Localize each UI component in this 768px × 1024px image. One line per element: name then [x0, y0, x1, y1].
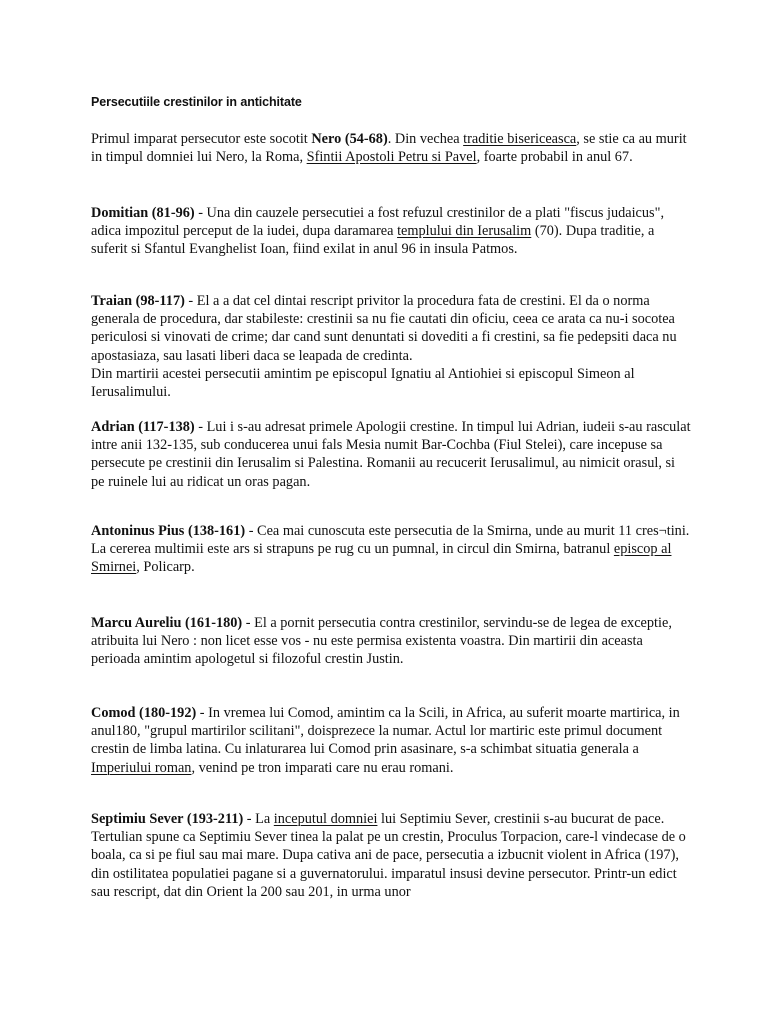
paragraph-traian: [91, 292, 691, 401]
paragraph-text: lui Septimiu Sever, crestinii s-au bucurat de pace. Tertulian spune ca Septimiu Sever tinea la palat pe un crestin, Proculus Torpacion, care-l vindecase de o boala, ca si pe fiul sau mai mare. Dupa cativa ani de pace, persecutia a izbucnit violent in Africa (197), din ostilitatea populatiei pagane si a guvernatorului. imparatul insusi devine persecutor. Printr-un edict sau rescript, dat din Orient la 200 sau 201, in urma unor: [91, 811, 686, 900]
paragraph-text: (70). Dupa traditie, a suferit si Sfantul Evanghelist Ioan, fiind exilat in anul 96 in insula Patmos.: [91, 223, 655, 258]
emperor-name: Domitian (81-96): [91, 205, 195, 221]
paragraph-text: - Lui i s-au adresat primele Apologii crestine. In timpul lui Adrian, iudeii s-au rasculat intre anii 132-135, sub conducerea unui fals Mesia numit Bar-Cochba (Fiul Stelei), care incepuse sa persecute pe crestinii din Ierusalim si Palestina. Romanii au recucerit Ierusalimul, au nimicit orasul, si pe ruinele lui au ridicat un oras pagan.: [91, 419, 691, 490]
hyperlink[interactable]: Sfintii Apostoli Petru si Pavel: [306, 149, 477, 166]
paragraph-text: , se stie ca au murit in timpul domniei lui Nero, la Roma,: [91, 131, 687, 166]
paragraph-text: - La: [243, 811, 274, 827]
paragraph-text: - El a pornit persecutia contra crestinilor, servindu-se de legea de exceptie, atribuita lui Nero : non licet esse vos - nu este permisa existenta voastra. Din martirii din aceasta perioada amintim apologetul si filozoful crestin Justin.: [91, 615, 672, 668]
emperor-name: Marcu Aureliu (161-180): [91, 615, 243, 631]
hyperlink[interactable]: episcop al Smirnei: [91, 541, 672, 576]
paragraph-text: - Cea mai cunoscuta este persecutia de la Smirna, unde au murit 11 cres¬tini. La cererea multimii este ars si strapuns pe rug cu un pumnal, in circul din Smirna, batranul: [91, 523, 690, 558]
hyperlink[interactable]: traditie bisericeasca: [463, 131, 577, 147]
paragraph-text: , Policarp.: [136, 559, 195, 576]
hyperlink[interactable]: inceputul domniei: [273, 811, 378, 827]
paragraph-text: - In vremea lui Comod, amintim ca la Scili, in Africa, au suferit moarte martirica, in anul180, "grupul martirilor scilitani", doisprezece la numar. Actul lor martiric este primul document crestin de limba latina. Cu inlaturarea lui Comod prin asasinare, s-a schimbat situatia generala a: [91, 705, 680, 758]
hyperlink[interactable]: templului din Ierusalim: [397, 223, 532, 240]
paragraph-text: , foarte probabil in anul 67.: [476, 149, 633, 166]
paragraph-adrian: [91, 418, 691, 491]
document-title: Persecutiile crestinilor in antichitate: [91, 95, 302, 109]
emperor-name: Septimiu Sever (193-211): [91, 811, 244, 827]
paragraph-domitian: [91, 204, 691, 259]
paragraph-text: , venind pe tron imparati care nu erau romani.: [191, 759, 454, 776]
paragraph-nero: [91, 130, 691, 166]
paragraph-marcu-aureliu: [91, 614, 691, 669]
paragraph-text: Primul imparat persecutor este socotit: [91, 131, 312, 147]
paragraph-comod: [91, 704, 691, 777]
emperor-name: Comod (180-192): [91, 705, 197, 721]
hyperlink[interactable]: Imperiului roman: [91, 759, 192, 776]
paragraph-text: - El a a dat cel dintai rescript privitor la procedura fata de crestini. El da o norma generala de procedura, dar stabileste: crestinii sa nu fie cautati din oficiu, ceea ce arata ca nu-i socotea periculosi si vinovati de crime; dar cand sunt denuntati si dovediti a fi crestini, sa fie pedepsiti daca nu apostasiaza, sau lasati liberi daca se leapada de credinta.: [91, 293, 677, 364]
emperor-name: Antoninus Pius (138-161): [91, 523, 246, 539]
paragraph-septimiu-sever: [91, 810, 691, 901]
paragraph-text: . Din vechea: [387, 131, 464, 147]
paragraph-text: Din martirii acestei persecutii amintim pe episcopul Ignatiu al Antiohiei si episcopul Simeon al Ierusalimului.: [91, 365, 635, 401]
emperor-name: Adrian (117-138): [91, 419, 195, 435]
paragraph-text: - Una din cauzele persecutiei a fost refuzul crestinilor de a plati "fiscus judaicus", adica impozitul perceput de la iudei, dupa daramarea: [91, 205, 665, 240]
emperor-name: Traian (98-117): [91, 293, 185, 309]
paragraph-antoninus-pius: [91, 522, 691, 577]
emperor-name: Nero (54-68): [311, 131, 388, 147]
